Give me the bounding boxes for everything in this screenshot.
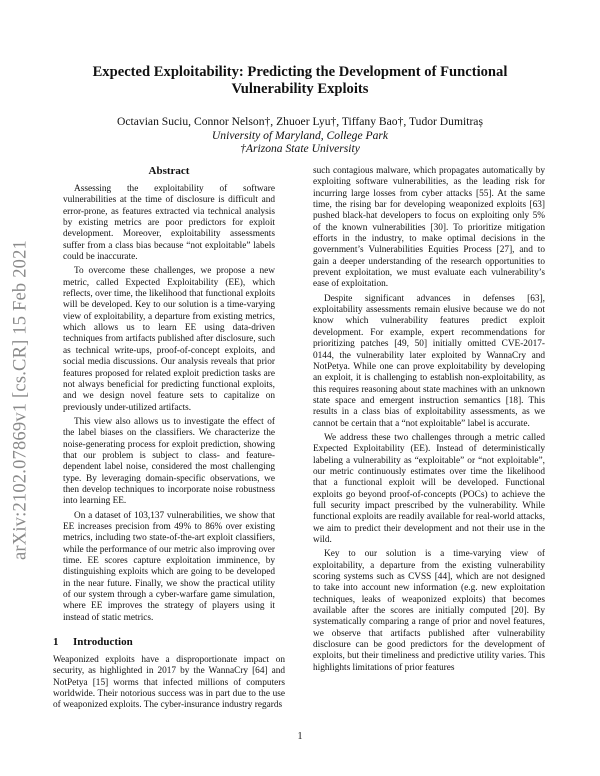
affiliation-asu: †Arizona State University [240,142,360,156]
abstract-paragraph: This view also allows us to investigate the effect of the label biases on the classifiers. We characterize the noise-generating process for exploit prediction, showing that our problem is subject to class- and feature-dependent label noise, considered the most challenging type. By leveraging domain-specific observations, we then develop techniques to incorporate noise robustness into learning EE. [63,416,275,507]
abstract-paragraph: Assessing the exploitability of software vulnerabilities at the time of disclosure is difficult and error-prone, as features extracted via technical analysis by existing metrics are poor predictors for exploit development. Moreover, exploitability assessments suffer from a class bias because “not exploitable” labels could be inaccurate. [63,184,275,263]
intro-paragraph: Despite significant advances in defenses [63], exploitability assessments remain elusive because we do not know which vulnerability features predict exploit development. For example, expert recommendations for prioritizing patches [49, 50] initially omitted CVE-2017-0144, the vulnerability later exploited by WannaCry and NotPetya. While one can prove exploitability by developing an exploit, it is challenging to establish non-exploitability, as this requires reasoning about state machines with an unknown state space and emergent instruction semantics [18]. This results in a class bias of exploitability assessments, as we cannot be certain that a “not exploitable” label is accurate. [313,293,545,429]
author-names: Octavian Suciu, Connor Nelson†, Zhuoer Lyu†, Tiffany Bao†, Tudor Dumitraș [117,115,483,128]
intro-paragraph: Key to our solution is a time-varying view of exploitability, a departure from the existing vulnerability scoring systems such as CVSS [44], which are not designed to take into account new information (e.g. new exploitation techniques, leaks of weaponized exploits) that becomes available after the scores are initially computed [20]. By systematically comparing a range of prior and novel features, we observe that artifacts published after vulnerability disclosure can be good predictors for the development of exploits, but their timeliness and predictive utility varies. This highlights limitations of prior features [313,549,545,673]
intro-paragraph: such contagious malware, which propagates automatically by exploiting software vulnerabilities, as the leading risk for incurring large losses from cyber attacks [55]. At the same time, the rising bar for developing weaponized exploits [63] pushed black-hat developers to focus on exploiting only 5% of the known vulnerabilities [30]. To prioritize mitigation efforts in the industry, to make optimal decisions in the government’s Vulnerabilities Equities Process [27], and to gain a deeper understanding of the research opportunities to prevent exploitation, we must evaluate each vulnerability’s ease of exploitation. [313,166,545,290]
right-column [313,166,545,677]
abstract-body [63,184,275,624]
section-heading-introduction [53,636,285,649]
abstract-paragraph: On a dataset of 103,137 vulnerabilities, we show that EE increases precision from 49% to 86% over existing metrics, including two state-of-the-art exploit classifiers, while the performance of our metric also improving over time. EE scores capture exploitation imminence, by distinguishing exploits which are going to be developed in the near future. Finally, we show the practical utility of our system through a cyber-warfare game simulation, where EE improves the strategy of players using it instead of static metrics. [63,510,275,623]
arxiv-stamp [8,230,34,570]
abstract-heading: Abstract [148,165,190,177]
paper-title: Expected Exploitability: Predicting the Development of Functional Vulnerability Exploits [92,64,508,97]
section-number: 1 [53,636,59,649]
arxiv-identifier: arXiv:2102.07869v1 [cs.CR] 15 Feb 2021 [10,239,31,561]
left-column [53,165,285,715]
intro-paragraph: We address these two challenges through a metric called Expected Exploitability (EE). Instead of deterministically labeling a vulnerability as “exploitable” or “not exploitable”, our metric continuously estimates over time the likelihood that a functional exploit will be developed. Functional exploits go beyond proof-of-concepts (POCs) to achieve the full security impact prescribed by the vulnerability. While functional exploits are readily available for real-world attacks, we aim to predict their development and not their use in the wild. [313,432,545,545]
intro-paragraph: Weaponized exploits have a disproportionate impact on security, as highlighted in 2017 by the WannaCry [64] and NotPetya [15] worms that infected millions of computers worldwide. Their notorious success was in part due to the use of weaponized exploits. The cyber-insurance industry regards [53,655,285,711]
author-block [50,115,550,156]
page-number: 1 [297,731,303,742]
affiliation-umd: University of Maryland, College Park [211,128,389,142]
abstract-paragraph: To overcome these challenges, we propose a new metric, called Expected Exploitability (EE), which reflects, over time, the likelihood that functional exploits will be developed. Key to our solution is a time-varying view of exploitability, a departure from existing metrics, which allows us to learn EE using data-driven techniques from artifacts published after disclosure, such as technical write-ups, proof-of-concept exploits, and social media discussions. Our analysis reveals that prior features proposed for related exploit prediction tasks are not always beneficial for predicting functional exploits, and we design novel feature sets to capitalize on previously under-utilized artifacts. [63,266,275,413]
section-title: Introduction [73,636,133,649]
